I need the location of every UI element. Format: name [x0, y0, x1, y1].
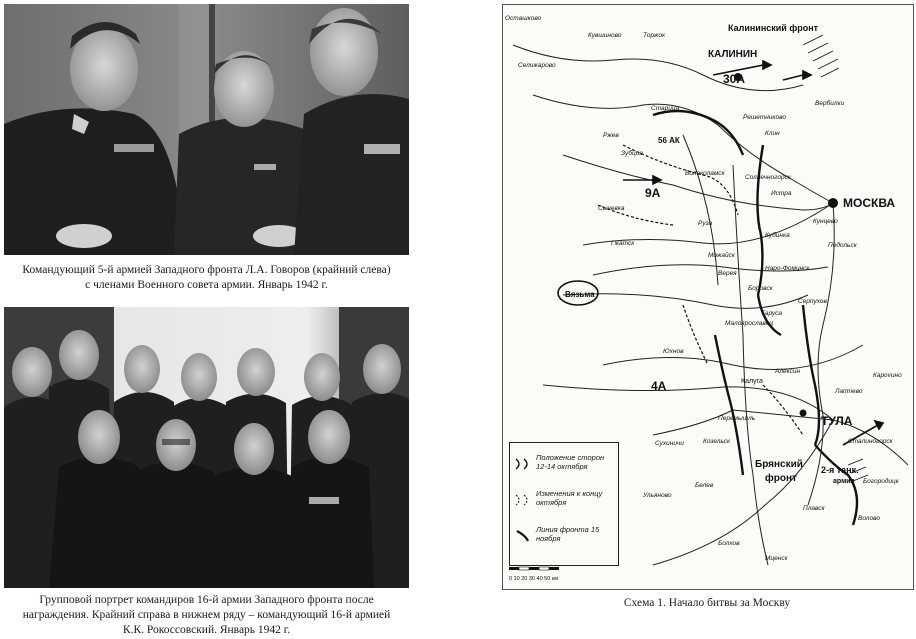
caption-line: Командующий 5-й армией Западного фронта Л.А. Говоров (крайний слева): [22, 264, 391, 276]
caption-line: Групповой портрет командиров 16-й армии Западного фронта после: [39, 594, 374, 606]
city-label-tula: ТУЛА: [821, 414, 853, 428]
city-label: Алексин: [775, 368, 801, 375]
city-label: Сталиногорск: [848, 438, 893, 445]
legend-item: Положение сторон 12-14 октября: [536, 453, 605, 471]
city-label: Плавск: [803, 505, 825, 512]
city-label: Козельск: [703, 438, 731, 445]
scale-label: 0 10 20 30 40 50 км: [509, 576, 559, 582]
photo-16th-army-commanders: [4, 307, 409, 588]
battle-of-moscow-map: [502, 4, 914, 590]
army-label: 30А: [723, 72, 746, 86]
city-label: Белев: [695, 482, 714, 489]
city-label: Старица: [651, 105, 680, 112]
city-label: Можайск: [708, 252, 735, 259]
army-label: 9А: [645, 186, 661, 200]
front-label: Брянский: [755, 459, 803, 470]
city-label: Лаптево: [835, 388, 863, 395]
legend-item: Линия фронта 15 ноября: [536, 525, 600, 543]
city-label: Ульяново: [643, 492, 672, 499]
city-label: Карovино: [873, 372, 902, 379]
city-label: Истра: [771, 190, 792, 197]
city-label: Вязьма: [565, 290, 595, 299]
city-label: Торжок: [643, 32, 666, 39]
army-label: 56 АК: [658, 136, 680, 145]
front-label: фронт: [765, 473, 797, 484]
army-label: армия: [833, 478, 855, 485]
city-label-kalinin: КАЛИНИН: [708, 49, 758, 60]
city-label: Калуга: [741, 378, 763, 385]
city-label: Таруса: [761, 310, 782, 317]
city-label: Наро-Фоминск: [765, 265, 810, 272]
army-label: 4А: [651, 379, 667, 393]
map-caption: [502, 596, 912, 611]
city-label: Болхов: [718, 540, 740, 547]
city-label: Боровск: [748, 285, 773, 292]
photo-govorov-military-council: [4, 4, 409, 255]
legend-symbol-positions: [514, 457, 534, 471]
front-label: Калининский фронт: [728, 23, 819, 33]
city-label: Солнечногорск: [745, 174, 791, 181]
map-legend: [509, 442, 619, 566]
city-label: Сычевка: [598, 205, 625, 212]
city-label: Селижарово: [518, 62, 556, 69]
city-label: Ржев: [603, 132, 619, 139]
army-label: 2-я танк.: [821, 465, 859, 475]
caption-line: награждения. Крайний справа в нижнем ряду – командующий 16-й армией: [22, 609, 391, 621]
city-label-moscow: МОСКВА: [843, 196, 896, 210]
city-label: Осташково: [505, 15, 542, 22]
city-label: Сухиничи: [655, 440, 684, 447]
legend-item: Изменения к концу октября: [536, 489, 603, 507]
city-label: Решетниково: [743, 114, 786, 121]
city-label: Гжатск: [611, 240, 635, 247]
city-label: Волоколамск: [685, 170, 725, 177]
city-label: Богородицк: [863, 478, 899, 485]
city-label: Руза: [698, 220, 713, 227]
city-label: Мценск: [765, 555, 788, 562]
legend-symbol-frontline: [514, 529, 534, 543]
city-label: Вербилки: [815, 100, 845, 107]
city-label: Юхнов: [663, 348, 684, 355]
city-label: Волово: [858, 515, 880, 522]
city-label: Клин: [765, 130, 780, 137]
city-label: Серпухов: [798, 298, 827, 305]
city-label: Кубинка: [765, 232, 790, 239]
city-label: Кунцево: [813, 218, 838, 225]
city-label: Кувшиново: [588, 32, 622, 39]
caption-line: с членами Военного совета армии. Январь 1942 г.: [85, 279, 328, 291]
photo-caption-1: [4, 263, 409, 293]
city-label: Верея: [718, 270, 737, 277]
city-label: Зубцов: [621, 150, 643, 157]
caption-line: К.К. Рокоссовский. Январь 1942 г.: [122, 624, 291, 636]
legend-symbol-changes: [514, 493, 534, 507]
scale-bar: [509, 567, 559, 582]
city-label: Подольск: [828, 242, 857, 249]
photo-caption-2: [4, 593, 409, 638]
city-label: Малоярославец: [725, 320, 773, 327]
caption-line: Схема 1. Начало битвы за Москву: [623, 597, 791, 609]
city-label: Перемышль: [718, 415, 756, 422]
